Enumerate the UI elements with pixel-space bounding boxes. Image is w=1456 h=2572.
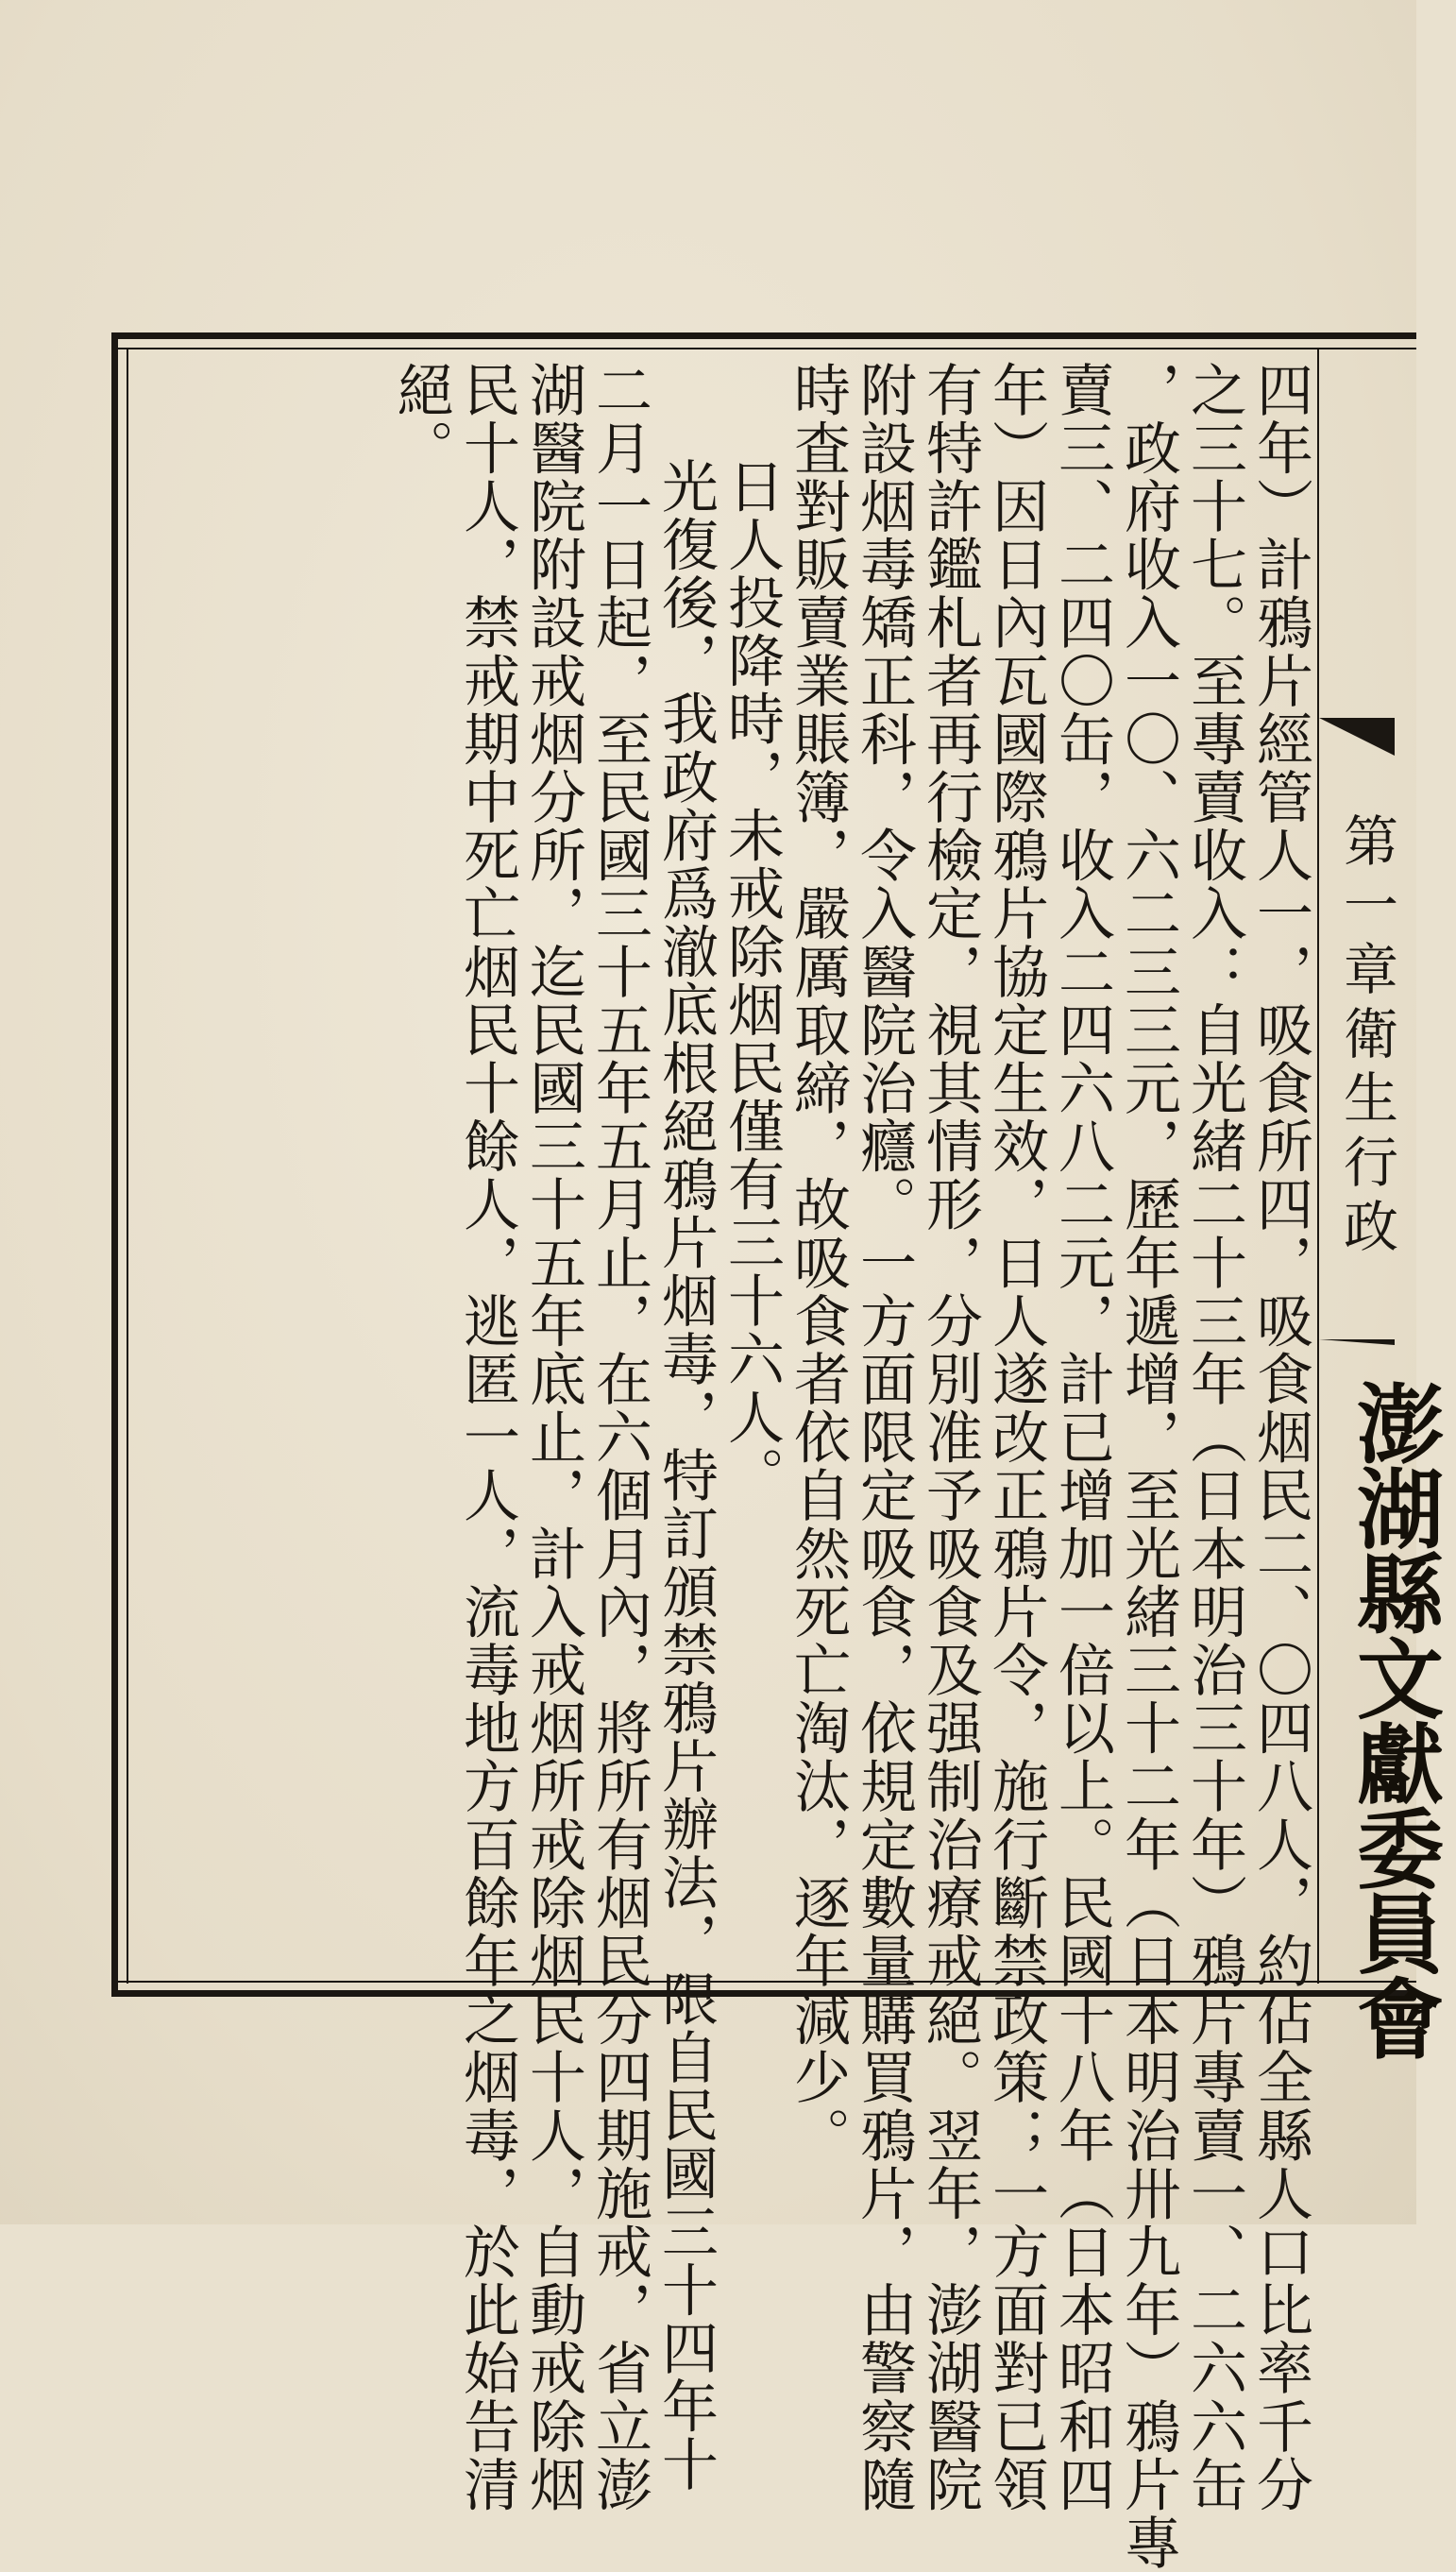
text-column-4: 賣三、二四〇缶，收入二四六八二元，計已增加一倍以上。民國十八年（日本昭和四 <box>1049 361 1115 2514</box>
text-column-2: 之三十七。至專賣收入：自光緒二十三年（日本明治三十年）鴉片專賣一、二六六缶 <box>1181 361 1247 2514</box>
text-column-1: 四年）計鴉片經管人一，吸食所四，吸食烟民二、〇四八人，約佔全縣人口比率千分 <box>1247 361 1313 2514</box>
text-column-14: 絕。 <box>388 361 454 478</box>
text-column-3: ，政府收入一〇、六二三三元，歷年遞增，至光緒三十二年（日本明治卅九年）鴉片專 <box>1115 361 1181 2572</box>
header-divider <box>1317 348 1319 1984</box>
text-column-5: 年）因日內瓦國際鴉片協定生效，日人遂改正鴉片令，施行斷禁政策；一方面對已領 <box>983 361 1049 2514</box>
text-column-13: 民十人，禁戒期中死亡烟民十餘人，逃匿一人，流毒地方百餘年之烟毒，於此始告清 <box>454 361 520 2514</box>
frame-top-inner-rule <box>113 348 1416 349</box>
text-column-10: 光復後，我政府爲澈底根絕鴉片烟毒，特訂頒禁鴉片辦法，限自民國三十四年十 <box>652 457 719 2494</box>
fishtail-bottom-mark <box>1319 1339 1395 1345</box>
text-column-8: 時査對販賣業賬簿，嚴厲取締，故吸食者依自然死亡淘汰，逐年減少。 <box>785 361 851 2165</box>
frame-left-rule <box>111 332 118 1997</box>
text-column-9: 日人投降時，未戒除烟民僅有三十六人。 <box>719 457 785 1505</box>
publisher-name: 澎湖縣文獻委員會 <box>1343 1379 1445 2059</box>
text-column-11: 二月一日起，至民國三十五年五月止，在六個月內，將所有烟民分四期施戒，省立澎 <box>586 361 652 2514</box>
frame-left-inner-rule <box>127 348 128 1984</box>
fishtail-top-mark <box>1319 718 1395 756</box>
chapter-title: 第一章衛生行政 <box>1334 812 1398 1262</box>
text-column-6: 有特許鑑札者再行檢定，視其情形，分別准予吸食及强制治療戒絕。翌年，澎湖醫院 <box>917 361 983 2514</box>
text-column-12: 湖醫院附設戒烟分所，迄民國三十五年底止，計入戒烟所戒除烟民十人，自動戒除烟 <box>520 361 586 2514</box>
frame-top-rule <box>113 332 1416 339</box>
text-column-7: 附設烟毒矯正科，令入醫院治癮。一方面限定吸食，依規定數量購買鴉片，由警察隨 <box>851 361 917 2514</box>
